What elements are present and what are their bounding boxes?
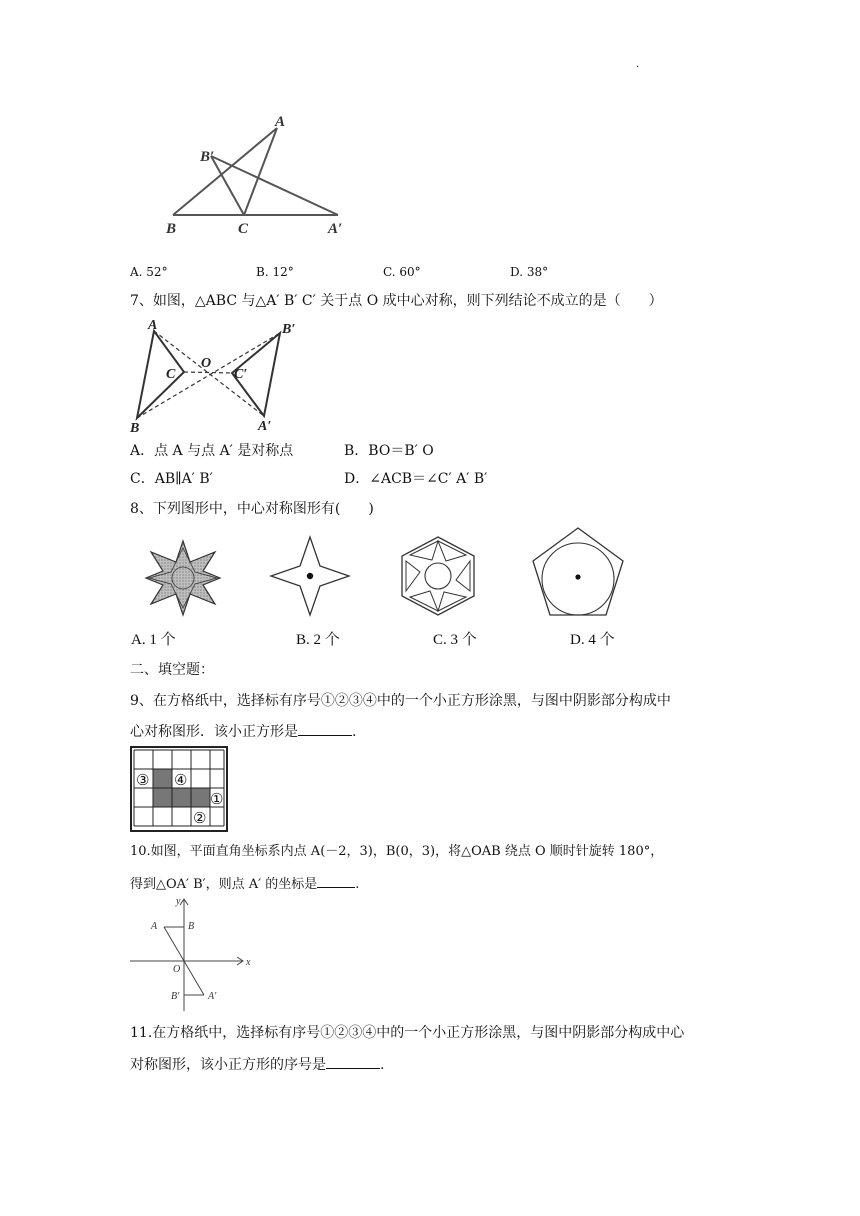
q10-stem-text: 得到△OA′ B′，则点 A′ 的坐标是 bbox=[130, 877, 318, 892]
q10-stem-line1: 10.如图，平面直角坐标系内点 A(－2，3)，B(0，3)，将△OAB 绕点 O 顺时针旋转 180°， bbox=[130, 844, 664, 859]
q6-option-d[interactable]: D. 38° bbox=[510, 265, 549, 279]
q7-option-d[interactable]: D．∠ACB＝∠C′ A′ B′ bbox=[344, 471, 488, 487]
q6-option-b[interactable]: B. 12° bbox=[256, 265, 294, 279]
section-heading-fill-in: 二、填空题： bbox=[130, 662, 214, 678]
q9-answer-blank[interactable] bbox=[298, 721, 352, 736]
q10-label-Aprime: A′ bbox=[208, 991, 217, 1002]
q10-label-B: B bbox=[188, 921, 195, 932]
q11-stem-end: . bbox=[380, 1057, 385, 1073]
q7-option-c[interactable]: C．AB∥A′ B′ bbox=[130, 471, 213, 487]
q9-grid-label-3: ③ bbox=[136, 773, 150, 789]
q6-figure bbox=[160, 104, 360, 239]
q11-answer-blank[interactable] bbox=[326, 1054, 380, 1069]
q11-stem-line1: 11.在方格纸中，选择标有序号①②③④中的一个小正方形涂黑，与图中阴影部分构成中心 bbox=[130, 1025, 685, 1041]
q11-stem-text: 对称图形，该小正方形的序号是 bbox=[130, 1057, 326, 1073]
q7-figure bbox=[128, 316, 308, 434]
q7-label-A: A bbox=[148, 318, 158, 333]
q9-grid-label-4: ④ bbox=[174, 773, 188, 789]
q8-option-b[interactable]: B. 2 个 bbox=[296, 632, 340, 648]
q10-label-O: O bbox=[173, 964, 181, 975]
q8-figure-four-point-star bbox=[268, 534, 352, 618]
q10-label-x: x bbox=[246, 957, 251, 968]
q8-stem: 8、下列图形中，中心对称图形有( ) bbox=[130, 501, 374, 517]
q6-label-Aprime: A′ bbox=[328, 221, 343, 237]
q8-figure-hexagon-pinwheel bbox=[396, 534, 480, 618]
q10-stem-end: . bbox=[355, 877, 360, 892]
q9-grid-label-2: ② bbox=[193, 811, 207, 827]
q7-option-a[interactable]: A．点 A 与点 A′ 是对称点 bbox=[130, 443, 294, 459]
q8-option-c[interactable]: C. 3 个 bbox=[433, 632, 477, 648]
q6-option-a[interactable]: A. 52° bbox=[130, 265, 168, 279]
q9-stem-text: 心对称图形．该小正方形是 bbox=[130, 724, 298, 740]
q9-stem-end: . bbox=[352, 724, 357, 740]
q7-label-C: C bbox=[166, 367, 176, 382]
page-mark: . bbox=[636, 59, 640, 70]
q10-label-y: y bbox=[176, 896, 181, 907]
q9-grid-figure bbox=[130, 746, 228, 832]
q10-answer-blank[interactable] bbox=[317, 873, 355, 888]
q7-label-Cprime: C′ bbox=[234, 367, 248, 382]
q10-label-Bprime: B′ bbox=[171, 991, 180, 1002]
q6-label-B: B bbox=[166, 221, 177, 237]
q6-option-c[interactable]: C. 60° bbox=[383, 265, 421, 279]
q7-label-Aprime: A′ bbox=[258, 419, 272, 434]
q8-figure-star bbox=[143, 538, 223, 618]
q6-label-A: A bbox=[275, 114, 286, 130]
q9-grid-label-1: ① bbox=[210, 792, 224, 808]
q10-stem-line2 bbox=[130, 873, 359, 894]
q7-label-B: B bbox=[130, 421, 140, 434]
q9-stem-line1: 9、在方格纸中，选择标有序号①②③④中的一个小正方形涂黑，与图中阴影部分构成中 bbox=[130, 693, 671, 709]
q8-figure-pentagon-circle bbox=[530, 524, 626, 620]
q6-label-C: C bbox=[238, 221, 249, 237]
q6-label-Bprime: B′ bbox=[200, 149, 215, 165]
q7-label-O: O bbox=[201, 356, 212, 371]
q11-stem-line2 bbox=[130, 1054, 384, 1074]
q7-option-b[interactable]: B．BO＝B′ O bbox=[344, 443, 434, 459]
q7-label-Bprime: B′ bbox=[282, 322, 296, 337]
q8-option-a[interactable]: A. 1 个 bbox=[131, 632, 176, 648]
q8-option-d[interactable]: D. 4 个 bbox=[570, 632, 615, 648]
q7-stem: 7、如图，△ABC 与△A′ B′ C′ 关于点 O 成中心对称，则下列结论不成立的是（ ） bbox=[130, 293, 663, 309]
q9-stem-line2 bbox=[130, 721, 356, 741]
q10-coordinate-figure bbox=[128, 895, 260, 1013]
q10-label-A: A bbox=[151, 921, 158, 932]
